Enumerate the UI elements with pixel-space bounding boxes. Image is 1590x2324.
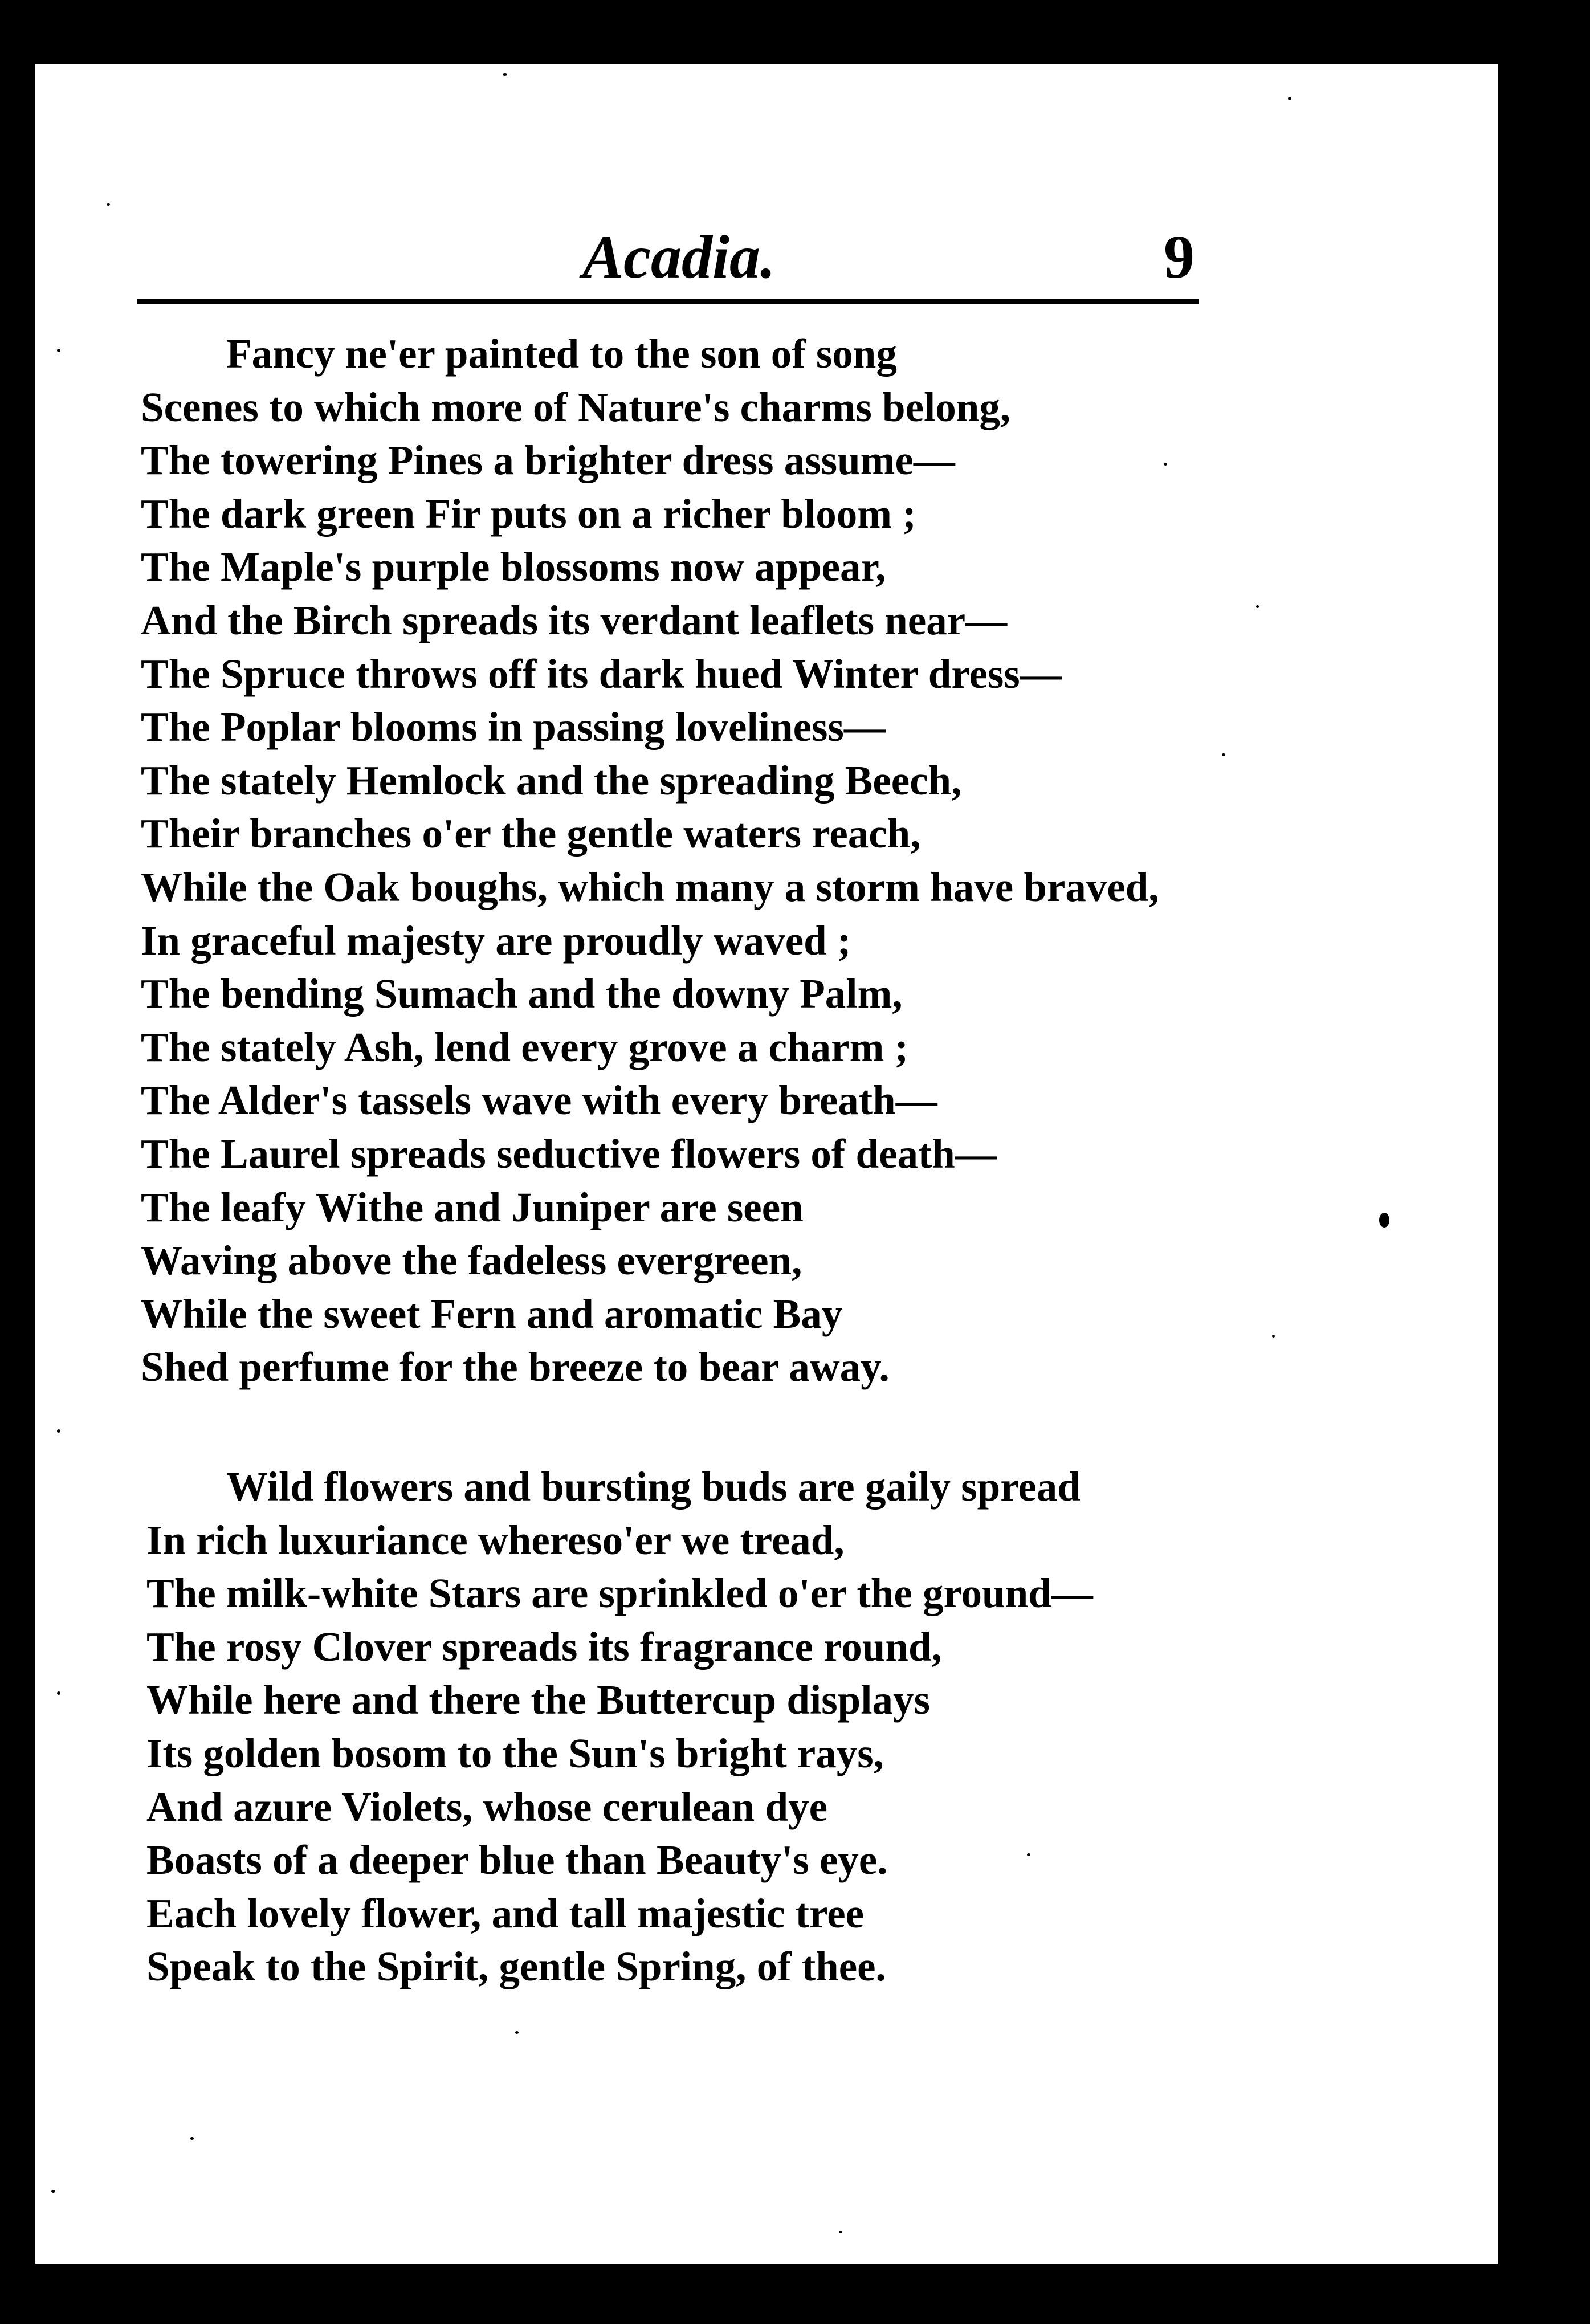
poem-line: The Spruce throws off its dark hued Winter dress— — [141, 650, 1062, 697]
poem-line: While here and there the Buttercup displays — [146, 1677, 930, 1723]
scan-speck — [57, 1691, 60, 1695]
poem-line: Shed perfume for the breeze to bear away. — [141, 1344, 890, 1391]
running-title: Acadia. — [582, 223, 776, 291]
poem-line: While the Oak boughs, which many a storm have braved, — [141, 863, 1159, 910]
poem-line: The Laurel spreads seductive flowers of death— — [141, 1130, 997, 1177]
poem-line: Fancy ne'er painted to the son of song — [226, 331, 897, 377]
poem-line: Its golden bosom to the Sun's bright rays, — [146, 1730, 884, 1776]
scan-speck — [1222, 753, 1225, 756]
scan-speck — [1256, 605, 1259, 608]
poem-line: While the sweet Fern and aromatic Bay — [141, 1290, 843, 1337]
poem-line: Waving above the fadeless evergreen, — [141, 1237, 802, 1284]
scan-speck — [503, 73, 507, 76]
stanza-2 — [141, 1460, 1093, 1993]
poem-line: The milk-white Stars are sprinkled o'er the ground— — [146, 1570, 1093, 1617]
poem-line: The Alder's tassels wave with every breath— — [141, 1077, 937, 1124]
poem-line: Their branches o'er the gentle waters reach, — [141, 810, 921, 857]
scan-speck — [57, 1429, 60, 1433]
poem-line: Boasts of a deeper blue than Beauty's eye. — [146, 1837, 888, 1883]
poem-line: And azure Violets, whose cerulean dye — [146, 1783, 827, 1830]
poem-line: The Maple's purple blossoms now appear, — [141, 544, 886, 590]
scan-speck — [107, 203, 110, 206]
poem-line: Wild flowers and bursting buds are gaily spread — [226, 1463, 1081, 1510]
poem-line: The dark green Fir puts on a richer bloom ; — [141, 490, 916, 537]
scan-speck — [1272, 1335, 1275, 1338]
poem-line: The stately Hemlock and the spreading Beech, — [141, 757, 962, 804]
page-number: 9 — [1164, 223, 1194, 291]
scan-speck — [1379, 1213, 1389, 1228]
page-header — [35, 206, 1498, 309]
poem-line: Speak to the Spirit, gentle Spring, of thee. — [146, 1943, 886, 1990]
scan-speck — [515, 2031, 519, 2034]
poem-line: The leafy Withe and Juniper are seen — [141, 1184, 804, 1230]
scan-speck — [51, 2190, 55, 2193]
scan-speck — [839, 2231, 842, 2233]
poem-line: Each lovely flower, and tall majestic tree — [146, 1890, 865, 1936]
stanza-1 — [141, 327, 1159, 1394]
poem-line: The bending Sumach and the downy Palm, — [141, 971, 903, 1017]
scan-speck — [1164, 463, 1167, 466]
poem-line: The towering Pines a brighter dress assume— — [141, 437, 955, 484]
book-page — [35, 64, 1498, 2264]
poem-line: And the Birch spreads its verdant leaflets near— — [141, 597, 1008, 643]
poem-line: In rich luxuriance whereso'er we tread, — [146, 1516, 845, 1563]
poem-line: In graceful majesty are proudly waved ; — [141, 917, 851, 964]
header-rule — [137, 299, 1199, 304]
poem-line: The rosy Clover spreads its fragrance round, — [146, 1623, 942, 1670]
poem-line: The Poplar blooms in passing loveliness— — [141, 704, 886, 751]
scan-speck — [1027, 1853, 1030, 1856]
scan-speck — [1288, 97, 1291, 100]
poem-line: Scenes to which more of Nature's charms belong, — [141, 384, 1011, 430]
scan-speck — [57, 349, 60, 352]
scan-speck — [190, 2137, 194, 2140]
poem-line: The stately Ash, lend every grove a charm ; — [141, 1024, 908, 1070]
